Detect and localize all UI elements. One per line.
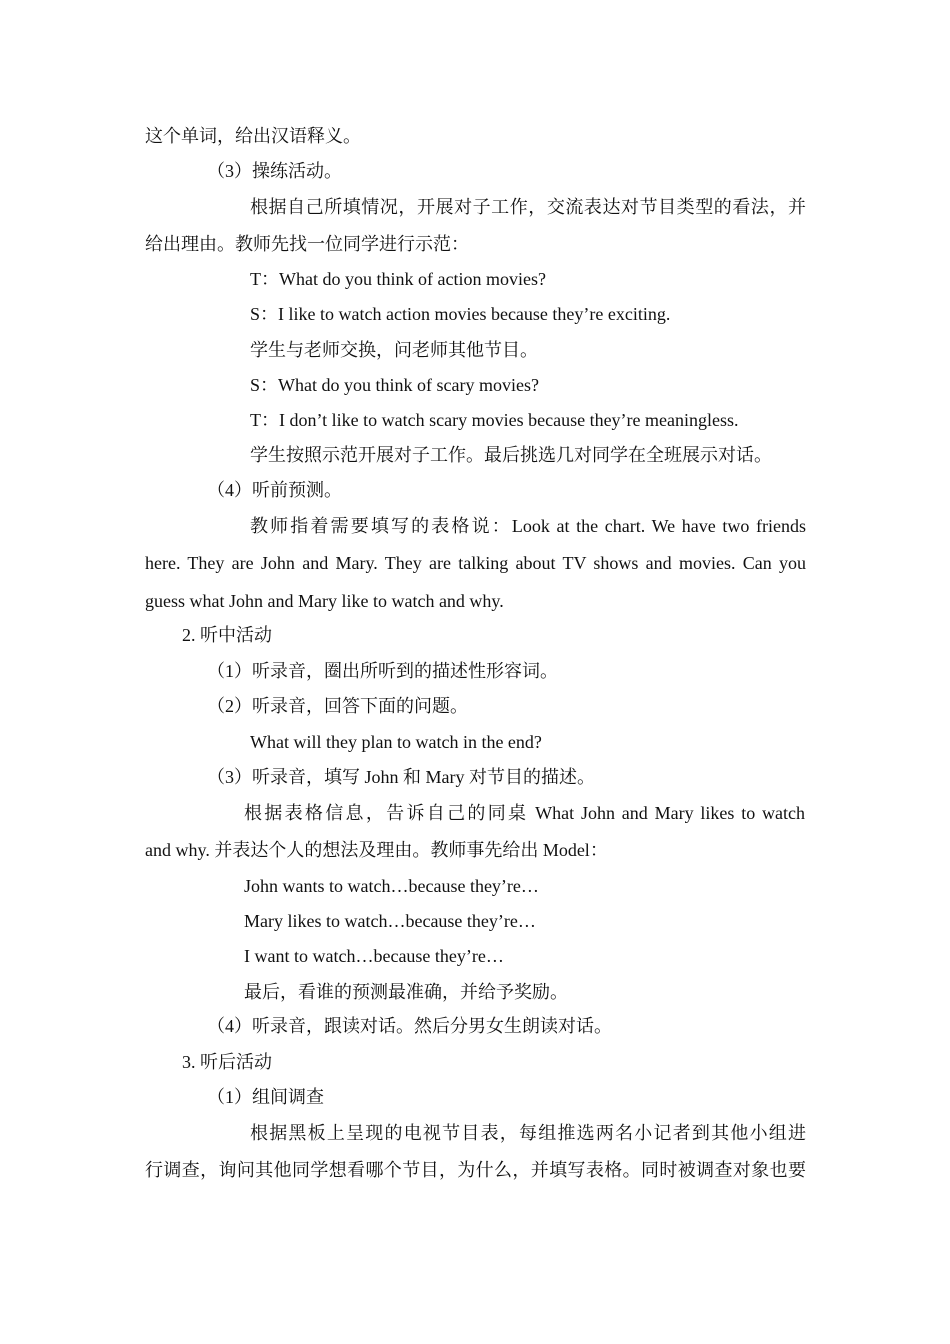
list-item: （1）组间调查 (207, 1087, 324, 1107)
paragraph-line: 行调查，询问其他同学想看哪个节目，为什么，并填写表格。同时被调查对象也要 (145, 1160, 806, 1180)
section-heading: （4）听前预测。 (207, 480, 342, 500)
text-line: 学生与老师交换，问老师其他节目。 (250, 340, 538, 360)
dialogue-line: T：I don’t like to watch scary movies because they’re meaningless. (250, 410, 739, 430)
model-line: John wants to watch…because they’re… (244, 876, 539, 896)
paragraph-line: 根据自己所填情况，开展对子工作，交流表达对节目类型的看法，并 (250, 197, 806, 217)
text-line: 学生按照示范开展对子工作。最后挑选几对同学在全班展示对话。 (250, 445, 772, 465)
dialogue-line: T：What do you think of action movies? (250, 269, 546, 289)
section-heading: 3. 听后活动 (182, 1052, 272, 1072)
dialogue-line: S：I like to watch action movies because they’re exciting. (250, 304, 671, 324)
question-line: What will they plan to watch in the end? (250, 732, 542, 752)
text-line: 最后，看谁的预测最准确，并给予奖励。 (244, 982, 568, 1002)
list-item: （3）听录音，填写 John 和 Mary 对节目的描述。 (207, 767, 595, 787)
model-line: Mary likes to watch…because they’re… (244, 911, 536, 931)
section-heading: （3）操练活动。 (207, 161, 342, 181)
paragraph-line: 给出理由。教师先找一位同学进行示范： (145, 234, 469, 254)
paragraph-line: guess what John and Mary like to watch and why. (145, 591, 504, 611)
text-line: 这个单词，给出汉语释义。 (145, 126, 361, 146)
paragraph-line: and why. 并表达个人的想法及理由。教师事先给出 Model： (145, 840, 608, 860)
paragraph-line: 根据表格信息，告诉自己的同桌 What John and Mary likes to watch (244, 803, 805, 823)
list-item: （2）听录音，回答下面的问题。 (207, 696, 468, 716)
dialogue-line: S：What do you think of scary movies? (250, 375, 539, 395)
model-line: I want to watch…because they’re… (244, 946, 504, 966)
section-heading: 2. 听中活动 (182, 625, 272, 645)
list-item: （4）听录音，跟读对话。然后分男女生朗读对话。 (207, 1016, 612, 1036)
list-item: （1）听录音，圈出所听到的描述性形容词。 (207, 661, 558, 681)
paragraph-line: 教师指着需要填写的表格说：Look at the chart. We have two friends (250, 516, 806, 536)
paragraph-line: here. They are John and Mary. They are talking about TV shows and movies. Can you (145, 553, 806, 573)
paragraph-line: 根据黑板上呈现的电视节目表，每组推选两名小记者到其他小组进 (250, 1123, 806, 1143)
